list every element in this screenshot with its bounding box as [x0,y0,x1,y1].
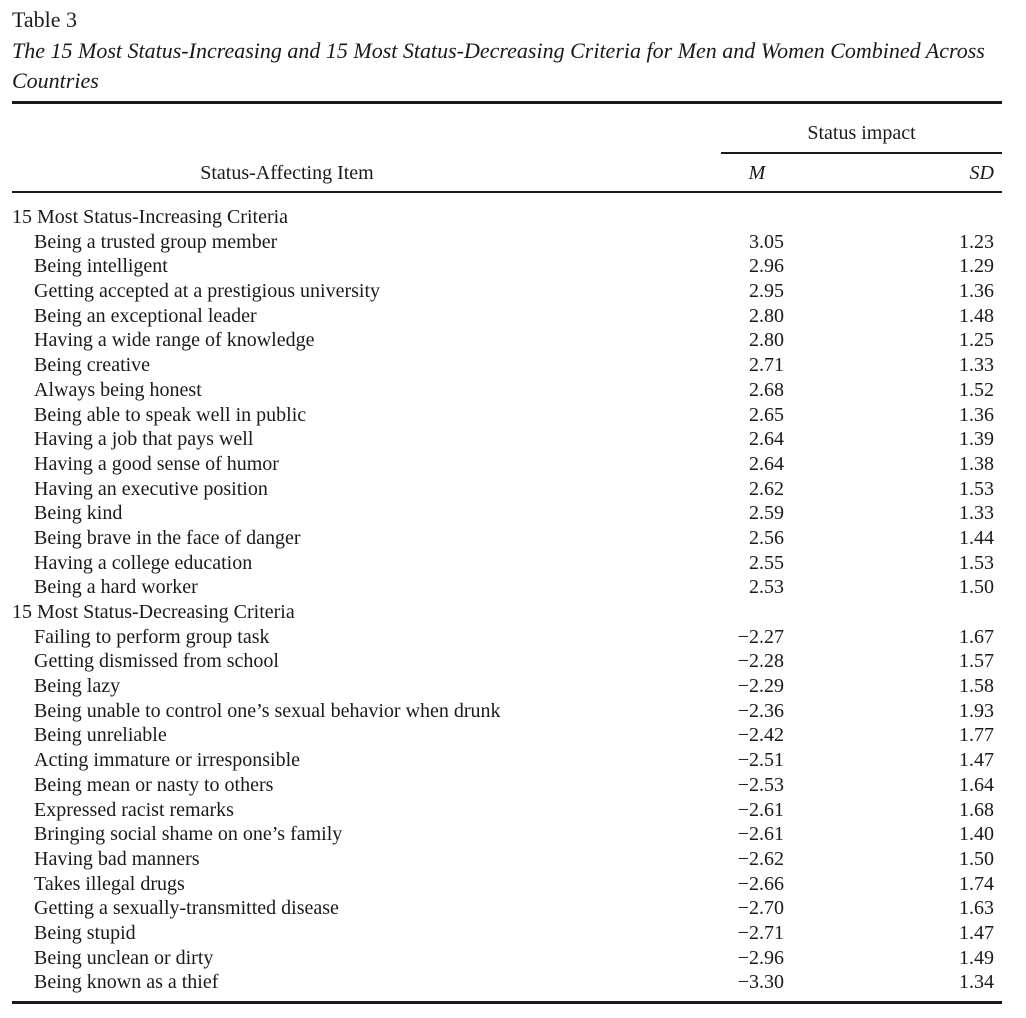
column-header-item: Status-Affecting Item [200,162,374,184]
item-label: Having a wide range of knowledge [34,329,315,352]
sd-value: 1.58 [959,675,994,698]
mean-value: 2.55 [749,551,784,574]
sd-value: 1.67 [959,625,994,648]
table-row [12,378,1002,403]
item-label: Getting accepted at a prestigious university [34,280,381,303]
sd-value: 1.52 [959,378,994,401]
sd-value: 1.29 [959,255,994,278]
item-label: Being unreliable [34,724,167,747]
sd-value: 1.36 [959,280,994,303]
item-label: Bringing social shame on one’s family [34,823,343,846]
section-header-row [12,205,1002,230]
mean-value: −2.96 [737,946,784,969]
mean-value: −2.61 [737,823,784,846]
mean-value: −2.28 [737,650,784,673]
status-impact-header: Status impact [807,122,916,144]
table-row [12,551,1002,576]
item-label: Being kind [34,502,123,525]
section-title: 15 Most Status-Increasing Criteria [12,206,289,228]
mean-value: −2.66 [737,872,784,895]
table-row [12,946,1002,971]
table-row [12,748,1002,773]
item-label: Expressed racist remarks [34,798,234,821]
item-label: Having a job that pays well [34,428,254,451]
mean-value: −2.29 [737,675,784,698]
sd-value: 1.53 [959,477,994,500]
table-row [12,699,1002,724]
table-label: Table 3 [12,7,78,32]
item-label: Being mean or nasty to others [34,773,274,796]
sd-value: 1.77 [959,724,994,747]
table-row [12,674,1002,699]
item-label: Being brave in the face of danger [34,526,301,549]
mean-value: −2.53 [737,773,784,796]
sd-value: 1.53 [959,551,994,574]
item-label: Being an exceptional leader [34,304,257,327]
mean-value: 2.80 [749,329,784,352]
table-row [12,452,1002,477]
item-label: Being a hard worker [34,576,198,599]
item-label: Being creative [34,354,151,377]
sd-value: 1.49 [959,946,994,969]
mean-value: 2.95 [749,280,784,303]
table-row [12,254,1002,279]
sd-value: 1.39 [959,428,994,451]
item-label: Having a good sense of humor [34,452,279,475]
table-row [12,625,1002,650]
mean-value: 2.96 [749,255,784,278]
sd-value: 1.33 [959,354,994,377]
header-bottom-rule [12,191,1002,193]
sd-value: 1.74 [959,872,994,895]
mean-value: 2.64 [749,428,784,451]
spanner-rule [721,152,1002,154]
item-label: Always being honest [34,378,202,401]
mean-value: 2.71 [749,354,784,377]
item-label: Being able to speak well in public [34,403,307,426]
item-label: Being unable to control one’s sexual behavior when drunk [34,699,501,722]
mean-value: −2.51 [737,749,784,772]
item-label: Being intelligent [34,255,168,278]
table-row [12,501,1002,526]
sd-value: 1.50 [959,576,994,599]
sd-value: 1.63 [959,897,994,920]
top-rule [12,101,1002,104]
table-row [12,798,1002,823]
mean-value: 2.56 [749,526,784,549]
table-row [12,353,1002,378]
sd-value: 1.38 [959,452,994,475]
table-row [12,403,1002,428]
table-row [12,872,1002,897]
table-row [12,427,1002,452]
table-row [12,847,1002,872]
mean-value: 2.59 [749,502,784,525]
item-label: Acting immature or irresponsible [34,749,301,772]
mean-value: −2.36 [737,699,784,722]
section-title: 15 Most Status-Decreasing Criteria [12,601,295,623]
column-header-mean: M [748,162,766,184]
mean-value: 2.65 [749,403,784,426]
table-row [12,723,1002,748]
table-row [12,526,1002,551]
mean-value: −2.70 [737,897,784,920]
mean-value: 3.05 [749,230,784,253]
table-row [12,896,1002,921]
sd-value: 1.33 [959,502,994,525]
table-row [12,279,1002,304]
sd-value: 1.93 [959,699,994,722]
mean-value: −2.62 [737,847,784,870]
item-label: Being unclean or dirty [34,946,214,969]
item-label: Being stupid [34,921,136,944]
sd-value: 1.64 [959,773,994,796]
item-label: Having bad manners [34,847,200,870]
table-row [12,970,1002,995]
table-row [12,304,1002,329]
mean-value: −2.27 [737,625,784,648]
table-row [12,328,1002,353]
table-row [12,921,1002,946]
item-label: Having a college education [34,551,253,574]
table-row [12,822,1002,847]
item-label: Being lazy [34,675,121,698]
mean-value: 2.64 [749,452,784,475]
table-row [12,477,1002,502]
sd-value: 1.23 [959,230,994,253]
item-label: Being a trusted group member [34,230,278,253]
mean-value: 2.53 [749,576,784,599]
mean-value: 2.68 [749,378,784,401]
sd-value: 1.48 [959,304,994,327]
table-body [12,205,1002,995]
mean-value: −3.30 [737,971,784,994]
table-row [12,230,1002,255]
table-row [12,649,1002,674]
sd-value: 1.47 [959,921,994,944]
sd-value: 1.68 [959,798,994,821]
table-row [12,575,1002,600]
table-row [12,773,1002,798]
item-label: Getting a sexually-transmitted disease [34,897,339,920]
sd-value: 1.40 [959,823,994,846]
mean-value: −2.42 [737,724,784,747]
mean-value: 2.62 [749,477,784,500]
sd-value: 1.34 [959,971,994,994]
item-label: Takes illegal drugs [34,872,185,895]
column-header-sd: SD [969,162,994,184]
bottom-rule [12,1001,1002,1004]
section-header-row [12,600,1002,625]
item-label: Getting dismissed from school [34,650,279,673]
sd-value: 1.36 [959,403,994,426]
item-label: Failing to perform group task [34,625,270,648]
sd-value: 1.25 [959,329,994,352]
mean-value: −2.71 [737,921,784,944]
item-label: Having an executive position [34,477,268,500]
mean-value: 2.80 [749,304,784,327]
sd-value: 1.50 [959,847,994,870]
table-caption: The 15 Most Status-Increasing and 15 Most Status-Decreasing Criteria for Men and Women Combined Across Countries [12,38,985,93]
item-label: Being known as a thief [34,971,219,994]
sd-value: 1.57 [959,650,994,673]
mean-value: −2.61 [737,798,784,821]
sd-value: 1.47 [959,749,994,772]
sd-value: 1.44 [959,526,994,549]
